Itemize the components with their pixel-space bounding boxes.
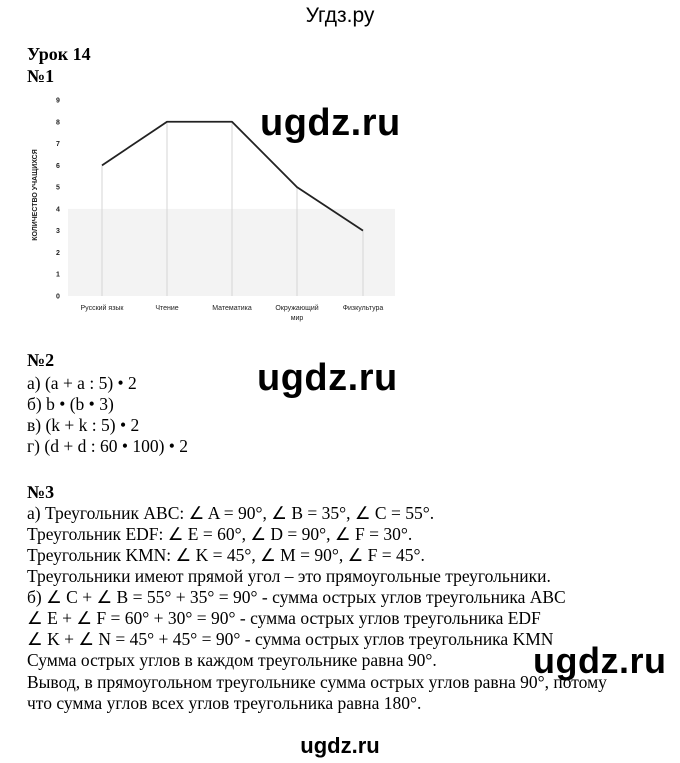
task-3-line-5: б) ∠ C + ∠ B = 55° + 35° = 90° - сумма острых углов треугольника ABC bbox=[27, 587, 566, 607]
task-2-line-c: в) (k + k : 5) • 2 bbox=[27, 415, 140, 435]
task-2-number: №2 bbox=[27, 350, 55, 370]
y-tick-label: 6 bbox=[56, 162, 60, 170]
y-tick-label: 5 bbox=[56, 184, 60, 192]
site-header[interactable]: Угдз.ру bbox=[305, 4, 375, 27]
x-tick-label: Чтение bbox=[155, 305, 179, 312]
task-2-line-b: б) b • (b • 3) bbox=[27, 394, 114, 414]
x-tick-label: Окружающий bbox=[275, 305, 319, 312]
task-3-line-3: Треугольник KMN: ∠ K = 45°, ∠ M = 90°, ∠ F = 45°. bbox=[27, 545, 425, 565]
task-3-line-9: Вывод, в прямоугольном треугольнике сумма острых углов равна 90°, потому bbox=[27, 672, 607, 692]
watermark: ugdz.ru bbox=[260, 102, 401, 144]
x-tick-label: Математика bbox=[212, 305, 252, 312]
task-2-line-d: г) (d + d : 60 • 100) • 2 bbox=[27, 436, 189, 456]
task-3-line-8: Сумма острых углов в каждом треугольнике равна 90°. bbox=[27, 650, 437, 670]
task-1-number: №1 bbox=[27, 66, 55, 86]
task-3-line-2: Треугольник EDF: ∠ E = 60°, ∠ D = 90°, ∠ F = 30°. bbox=[27, 524, 413, 544]
y-tick-label: 7 bbox=[56, 141, 60, 149]
y-tick-label: 8 bbox=[56, 119, 60, 127]
task-3-line-10: что сумма углов всех углов треугольника равна 180°. bbox=[27, 693, 422, 713]
x-tick-label: Физкультура bbox=[342, 305, 384, 312]
y-tick-label: 4 bbox=[56, 206, 60, 214]
watermark: ugdz.ru bbox=[533, 640, 667, 681]
y-tick-label: 2 bbox=[56, 249, 60, 257]
task-3-number: №3 bbox=[27, 482, 55, 502]
footer-watermark: ugdz.ru bbox=[300, 733, 380, 758]
task-3-line-4: Треугольники имеют прямой угол – это прямоугольные треугольники. bbox=[27, 566, 551, 586]
y-axis-label: КОЛИЧЕСТВО УЧАЩИХСЯ bbox=[32, 149, 39, 241]
task-3-line-1: а) Треугольник ABC: ∠ A = 90°, ∠ B = 35°, ∠ C = 55°. bbox=[27, 503, 435, 523]
y-tick-label: 0 bbox=[56, 293, 60, 301]
watermark: ugdz.ru bbox=[257, 357, 398, 399]
task-3-line-7: ∠ K + ∠ N = 45° + 45° = 90° - сумма острых углов треугольника KMN bbox=[27, 629, 554, 649]
task-2-line-a: а) (а + а : 5) • 2 bbox=[27, 373, 137, 393]
y-tick-label: 9 bbox=[56, 97, 60, 105]
x-tick-label: мир bbox=[290, 315, 304, 322]
x-tick-label: Русский язык bbox=[80, 305, 124, 312]
task-3-line-6: ∠ E + ∠ F = 60° + 30° = 90° - сумма острых углов треугольника EDF bbox=[27, 608, 541, 628]
lesson-title: Урок 14 bbox=[27, 44, 91, 64]
y-tick-label: 3 bbox=[56, 228, 60, 236]
y-tick-label: 1 bbox=[56, 271, 60, 279]
